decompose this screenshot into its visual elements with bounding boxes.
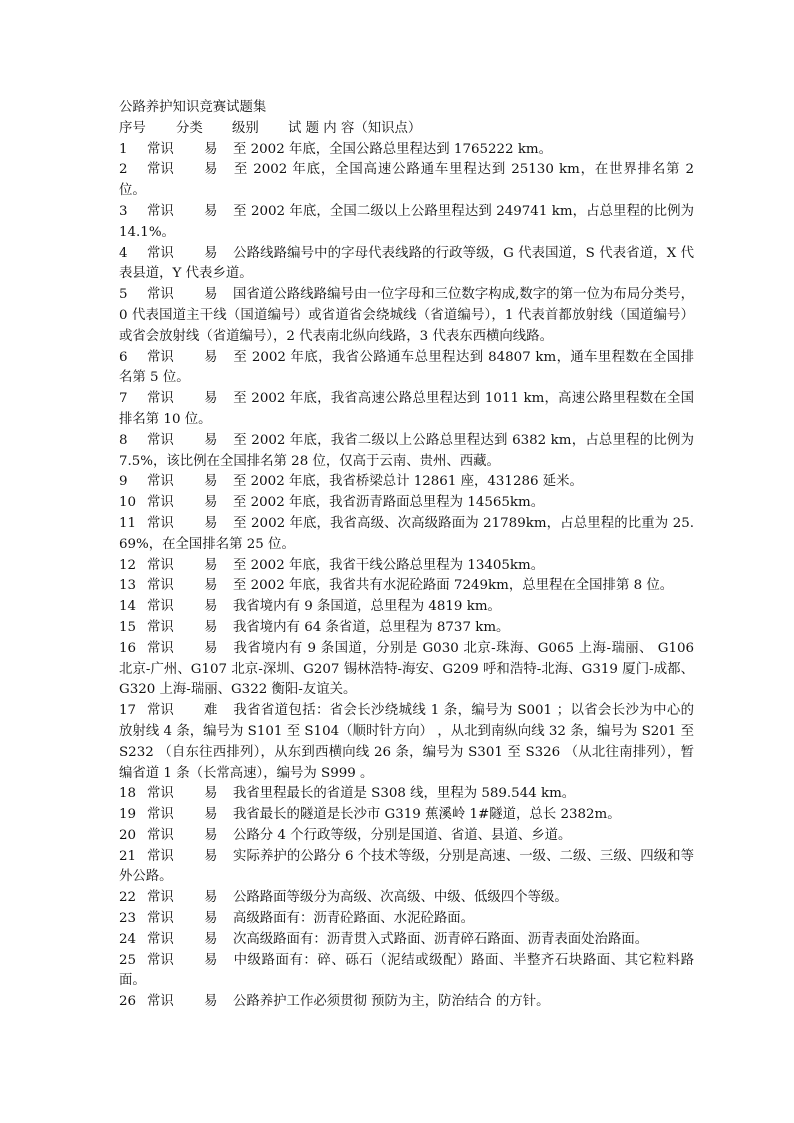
header-level: 级别 — [232, 120, 259, 136]
question-category: 常识 — [147, 515, 174, 531]
question-item — [119, 556, 694, 577]
question-text: 公路路面等级分为高级、次高级、中级、低级四个等级。 — [233, 890, 568, 906]
question-level: 易 — [204, 994, 218, 1010]
question-item — [119, 244, 694, 286]
question-number: 5 — [119, 287, 128, 303]
question-text: 至 2002 年底，我省桥梁总计 12861 座，431286 延米。 — [233, 474, 583, 490]
question-number: 7 — [119, 391, 128, 407]
question-category: 常识 — [147, 807, 174, 823]
question-category: 常识 — [147, 827, 174, 843]
question-category: 常识 — [147, 578, 174, 594]
question-item — [119, 160, 694, 202]
question-number: 11 — [119, 515, 137, 531]
question-item — [119, 847, 694, 889]
question-number: 13 — [119, 578, 137, 594]
question-category: 常识 — [147, 619, 174, 635]
question-item — [119, 618, 694, 639]
question-item — [119, 701, 694, 784]
question-category: 常识 — [147, 391, 174, 407]
question-item — [119, 576, 694, 597]
question-text: 我省里程最长的省道是 S308 线，里程为 589.544 km。 — [233, 786, 576, 802]
question-number: 16 — [119, 640, 137, 656]
question-number: 18 — [119, 786, 137, 802]
question-item — [119, 639, 694, 701]
question-item — [119, 597, 694, 618]
question-text: 中级路面有：碎、砾石（泥结或级配）路面、半整齐石块路面、其它粒料路面。 — [119, 952, 694, 989]
question-level: 难 — [204, 703, 218, 719]
question-category: 常识 — [147, 599, 174, 615]
question-category: 常识 — [147, 952, 174, 968]
question-number: 20 — [119, 827, 137, 843]
question-item — [119, 909, 694, 930]
question-level: 易 — [204, 578, 218, 594]
question-number: 2 — [119, 162, 128, 178]
header-category: 分类 — [176, 120, 203, 136]
column-header-row — [119, 119, 694, 140]
document-body — [119, 98, 694, 1013]
question-level: 易 — [204, 391, 218, 407]
question-item — [119, 493, 694, 514]
question-level: 易 — [204, 162, 218, 178]
question-text: 次高级路面有：沥青贯入式路面、沥青碎石路面、沥青表面处治路面。 — [233, 931, 649, 947]
question-level: 易 — [204, 890, 218, 906]
question-item — [119, 888, 694, 909]
question-number: 4 — [119, 245, 128, 261]
question-number: 14 — [119, 599, 137, 615]
question-text: 至 2002 年底，我省共有水泥砼路面 7249km，总里程在全国排第 8 位。 — [233, 578, 674, 594]
question-number: 8 — [119, 432, 128, 448]
question-text: 至 2002 年底，我省沥青路面总里程为 14565km。 — [233, 495, 545, 511]
question-level: 易 — [204, 287, 218, 303]
question-number: 10 — [119, 495, 137, 511]
question-text: 公路养护工作必须贯彻 预防为主，防治结合 的方针。 — [233, 994, 550, 1010]
question-category: 常识 — [147, 890, 174, 906]
question-text: 国省道公路线路编号由一位字母和三位数字构成,数字的第一位为布局分类号，0 代表国道主干线（国道编号）或省道省会绕城线（省道编号），1 代表首都放射线（国道编号）或省会放射线（省道编号），2 代表南北纵向线路，3 代表东西横向线路。 — [119, 287, 694, 344]
question-text: 至 2002 年底，我省高级、次高级路面为 21789km，占总里程的比重为 25.69%，在全国排名第 25 位。 — [119, 515, 694, 552]
question-category: 常识 — [147, 474, 174, 490]
question-level: 易 — [204, 952, 218, 968]
question-item — [119, 140, 694, 161]
header-number: 序号 — [119, 120, 146, 136]
question-item — [119, 431, 694, 473]
question-number: 23 — [119, 911, 137, 927]
question-category: 常识 — [147, 141, 174, 157]
question-item — [119, 285, 694, 347]
question-number: 1 — [119, 141, 128, 157]
question-number: 12 — [119, 557, 137, 573]
question-category: 常识 — [147, 349, 174, 365]
question-level: 易 — [204, 599, 218, 615]
question-text: 至 2002 年底，全国二级以上公路里程达到 249741 km，占总里程的比例为 14.1%。 — [119, 203, 694, 240]
question-text: 至 2002 年底，全国高速公路通车里程达到 25130 km，在世界排名第 2 位。 — [119, 162, 694, 199]
question-text: 我省境内有 64 条省道，总里程为 8737 km。 — [233, 619, 510, 635]
question-text: 公路分 4 个行政等级，分别是国道、省道、县道、乡道。 — [233, 827, 572, 843]
question-level: 易 — [204, 807, 218, 823]
question-item — [119, 826, 694, 847]
question-level: 易 — [204, 557, 218, 573]
document-title: 公路养护知识竞赛试题集 — [119, 100, 267, 115]
question-category: 常识 — [147, 432, 174, 448]
question-number: 6 — [119, 349, 128, 365]
question-item — [119, 784, 694, 805]
question-item — [119, 472, 694, 493]
question-level: 易 — [204, 848, 218, 864]
question-item — [119, 348, 694, 390]
question-level: 易 — [204, 474, 218, 490]
question-number: 22 — [119, 890, 137, 906]
question-number: 21 — [119, 848, 137, 864]
question-category: 常识 — [147, 994, 174, 1010]
question-item — [119, 389, 694, 431]
question-category: 常识 — [147, 848, 174, 864]
question-level: 易 — [204, 203, 218, 219]
question-item — [119, 992, 694, 1013]
question-text: 我省最长的隧道是长沙市 G319 蕉溪岭 1#隧道，总长 2382m。 — [233, 807, 621, 823]
question-text: 至 2002 年底，我省公路通车总里程达到 84807 km，通车里程数在全国排名第 5 位。 — [119, 349, 694, 386]
question-text: 我省省道包括：省会长沙绕城线 1 条，编号为 S001 ；以省会长沙为中心的放射线 4 条，编号为 S101 至 S104（顺时针方向） ，从北到南纵向线 32 条，编号为 S201 至 S232 （自东往西排列），从东到西横向线 26 条，编号为 S301 至 S326 （从北往南排列），暂编省道 1 条（长常高速），编号为 S999 。 — [119, 703, 694, 781]
question-number: 17 — [119, 703, 137, 719]
question-item — [119, 805, 694, 826]
question-number: 3 — [119, 203, 128, 219]
question-number: 25 — [119, 952, 137, 968]
question-number: 26 — [119, 994, 137, 1010]
question-text: 至 2002 年底，全国公路总里程达到 1765222 km。 — [233, 141, 553, 157]
question-category: 常识 — [147, 557, 174, 573]
header-content: 试 题 内 容（知识点） — [288, 120, 422, 136]
question-level: 易 — [204, 911, 218, 927]
question-category: 常识 — [147, 162, 174, 178]
question-number: 15 — [119, 619, 137, 635]
question-text: 我省境内有 9 条国道，分别是 G030 北京-珠海、G065 上海-瑞丽、 G106 北京-广州、G107 北京-深圳、G207 锡林浩特-海安、G209 呼和浩特-北海、G319 厦门-成都、G320 上海-瑞丽、G322 衡阳-友谊关。 — [119, 640, 694, 698]
question-level: 易 — [204, 245, 218, 261]
question-level: 易 — [204, 786, 218, 802]
question-text: 至 2002 年底，我省高速公路总里程达到 1011 km，高速公路里程数在全国排名第 10 位。 — [119, 391, 694, 427]
question-text: 至 2002 年底，我省干线公路总里程为 13405km。 — [233, 557, 545, 573]
question-level: 易 — [204, 827, 218, 843]
question-category: 常识 — [147, 287, 174, 303]
question-level: 易 — [204, 931, 218, 947]
question-level: 易 — [204, 349, 218, 365]
question-text: 高级路面有：沥青砼路面、水泥砼路面。 — [233, 911, 475, 927]
question-category: 常识 — [147, 245, 174, 261]
question-number: 9 — [119, 474, 128, 490]
question-category: 常识 — [147, 911, 174, 927]
question-item — [119, 951, 694, 993]
question-level: 易 — [204, 141, 218, 157]
question-number: 19 — [119, 807, 137, 823]
question-level: 易 — [204, 619, 218, 635]
question-category: 常识 — [147, 495, 174, 511]
question-category: 常识 — [147, 786, 174, 802]
question-item — [119, 930, 694, 951]
question-text: 公路线路编号中的字母代表线路的行政等级，G 代表国道，S 代表省道，X 代表县道，Y 代表乡道。 — [119, 245, 694, 282]
question-number: 24 — [119, 931, 137, 947]
question-text: 我省境内有 9 条国道，总里程为 4819 km。 — [233, 599, 501, 615]
question-level: 易 — [204, 640, 218, 656]
question-category: 常识 — [147, 640, 174, 656]
question-category: 常识 — [147, 703, 174, 719]
question-level: 易 — [204, 495, 218, 511]
question-text: 至 2002 年底，我省二级以上公路总里程达到 6382 km，占总里程的比例为 7.5%，该比例在全国排名第 28 位，仅高于云南、贵州、西藏。 — [119, 432, 694, 469]
question-category: 常识 — [147, 931, 174, 947]
question-item — [119, 514, 694, 556]
question-level: 易 — [204, 432, 218, 448]
question-level: 易 — [204, 515, 218, 531]
question-text: 实际养护的公路分 6 个技术等级，分别是高速、一级、二级、三级、四级和等外公路。 — [119, 848, 694, 885]
question-category: 常识 — [147, 203, 174, 219]
question-list — [119, 140, 694, 1013]
question-item — [119, 202, 694, 244]
